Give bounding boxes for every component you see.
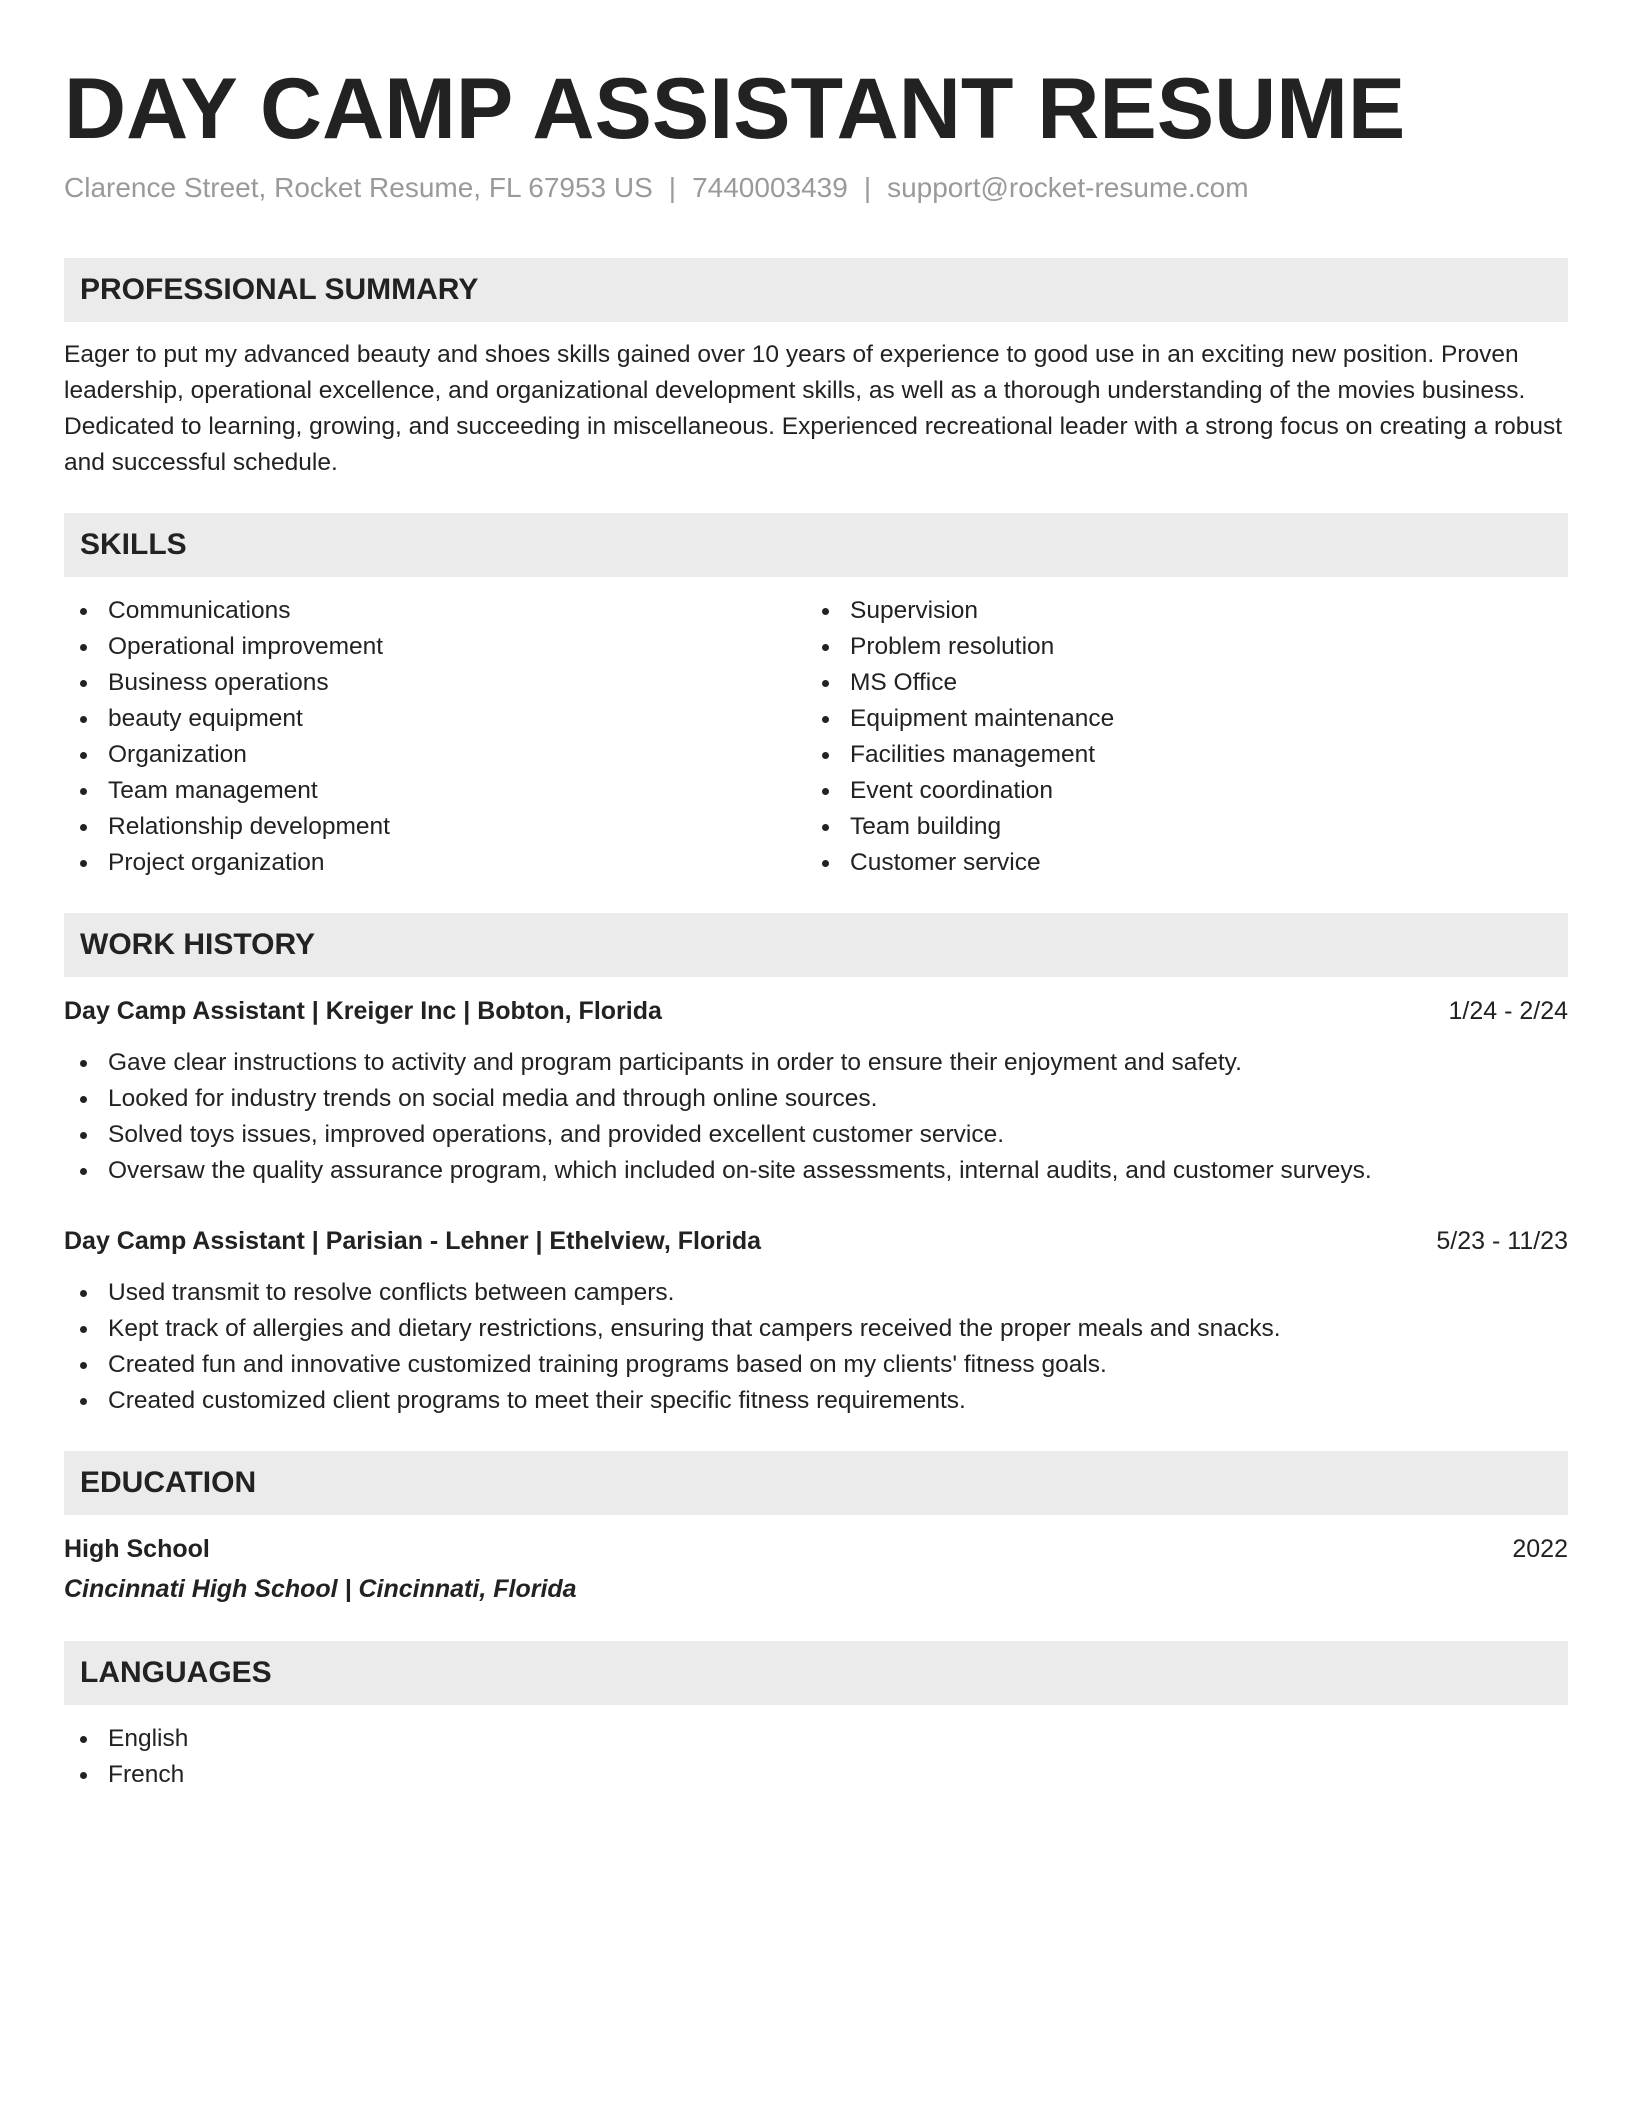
job-bullet: Created customized client programs to meet their specific fitness requirements.: [64, 1383, 1568, 1419]
skill-item: Facilities management: [806, 737, 1548, 773]
language-list: [64, 1721, 1568, 1793]
skills-grid: [64, 593, 1568, 881]
contact-phone: 7440003439: [692, 172, 848, 203]
skill-item: Communications: [64, 593, 806, 629]
job-title: Day Camp Assistant | Kreiger Inc | Bobton, Florida: [64, 997, 662, 1025]
section-header-work-history: WORK HISTORY: [64, 913, 1568, 977]
skill-item: Team management: [64, 773, 806, 809]
job-bullet: Created fun and innovative customized training programs based on my clients' fitness goals.: [64, 1347, 1568, 1383]
skill-item: beauty equipment: [64, 701, 806, 737]
section-header-skills: SKILLS: [64, 513, 1568, 577]
job-bullet: Used transmit to resolve conflicts between campers.: [64, 1275, 1568, 1311]
contact-address: Clarence Street, Rocket Resume, FL 67953 US: [64, 172, 653, 203]
resume-title: DAY CAMP ASSISTANT RESUME: [64, 61, 1406, 157]
summary-text: Eager to put my advanced beauty and shoes skills gained over 10 years of experience to good use in an exciting new position. Proven leadership, operational excellence, and organizational development skills, as well as a thorough understanding of the movies business. Dedicated to learning, growing, and succeeding in miscellaneous. Experienced recreational leader with a strong focus on creating a robust and successful schedule.: [64, 341, 1563, 476]
skill-item: Operational improvement: [64, 629, 806, 665]
section-header-summary: PROFESSIONAL SUMMARY: [64, 258, 1568, 322]
skill-item: Project organization: [64, 845, 806, 881]
job-bullet: Gave clear instructions to activity and program participants in order to ensure their enjoyment and safety.: [64, 1045, 1568, 1081]
section-header-education: EDUCATION: [64, 1451, 1568, 1515]
education-degree: High School: [64, 1535, 210, 1563]
job-bullets: [64, 1045, 1568, 1189]
skill-item: MS Office: [806, 665, 1548, 701]
skill-item: Equipment maintenance: [806, 701, 1548, 737]
job-bullet: Oversaw the quality assurance program, which included on-site assessments, internal audits, and customer surveys.: [64, 1153, 1568, 1189]
skill-item: Relationship development: [64, 809, 806, 845]
job-bullet: Looked for industry trends on social media and through online sources.: [64, 1081, 1568, 1117]
job-entry: [64, 993, 1568, 1189]
education-year: 2022: [1512, 1535, 1568, 1563]
language-item: English: [64, 1721, 1568, 1757]
skill-item: Problem resolution: [806, 629, 1548, 665]
contact-separator: |: [668, 172, 677, 203]
language-item: French: [64, 1757, 1568, 1793]
education-school: Cincinnati High School | Cincinnati, Florida: [64, 1575, 577, 1603]
skills-column-right: [806, 593, 1548, 881]
contact-separator: |: [863, 172, 872, 203]
job-bullets: [64, 1275, 1568, 1419]
education-heading-line: [64, 1531, 1568, 1567]
job-bullet: Kept track of allergies and dietary restrictions, ensuring that campers received the proper meals and snacks.: [64, 1311, 1568, 1347]
contact-email: support@rocket-resume.com: [887, 172, 1249, 203]
skill-item: Team building: [806, 809, 1548, 845]
skill-item: Business operations: [64, 665, 806, 701]
skill-item: Supervision: [806, 593, 1548, 629]
section-header-languages: LANGUAGES: [64, 1641, 1568, 1705]
skill-item: Event coordination: [806, 773, 1548, 809]
job-dates: 1/24 - 2/24: [1448, 997, 1568, 1025]
job-heading-line: [64, 1223, 1568, 1259]
job-heading-line: [64, 993, 1568, 1029]
skill-item: Customer service: [806, 845, 1548, 881]
skill-item: Organization: [64, 737, 806, 773]
job-bullet: Solved toys issues, improved operations, and provided excellent customer service.: [64, 1117, 1568, 1153]
education-entry: [64, 1531, 1568, 1607]
job-title: Day Camp Assistant | Parisian - Lehner | Ethelview, Florida: [64, 1227, 762, 1255]
contact-line: [64, 168, 1568, 208]
job-dates: 5/23 - 11/23: [1436, 1227, 1568, 1255]
skills-column-left: [64, 593, 806, 881]
job-entry: [64, 1223, 1568, 1419]
